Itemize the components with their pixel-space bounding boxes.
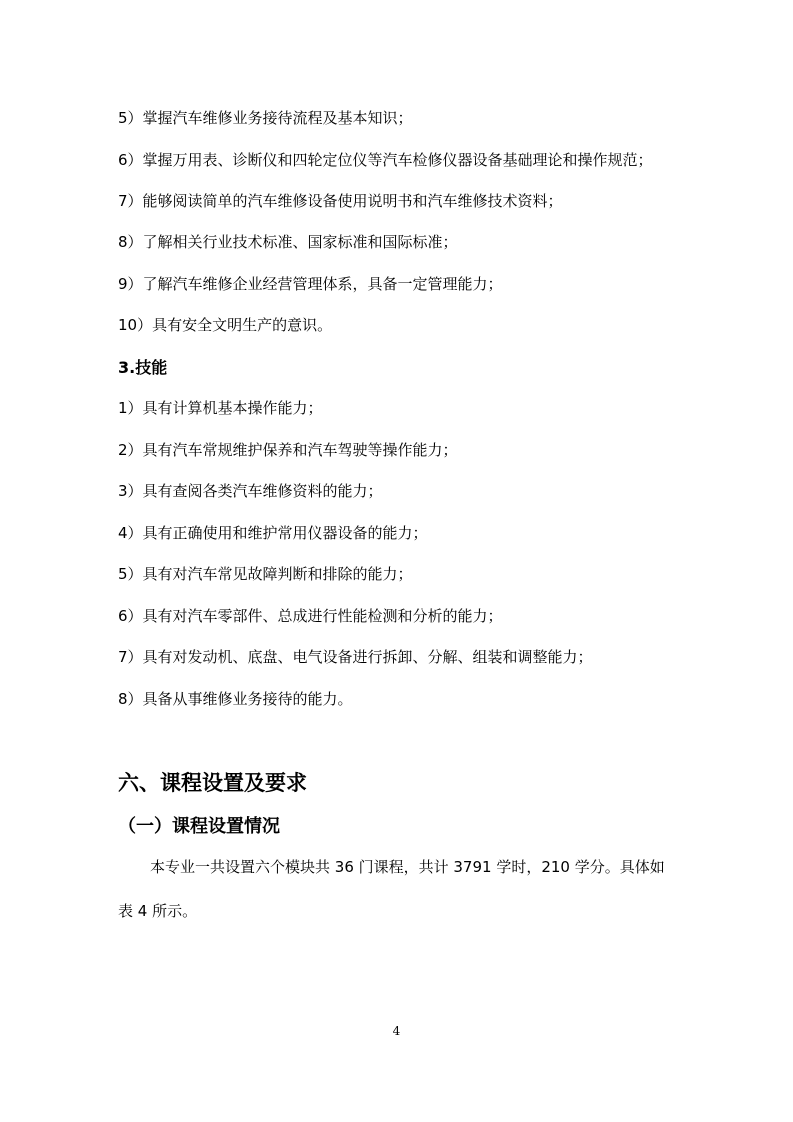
knowledge-item-9: 9）了解汽车维修企业经营管理体系，具备一定管理能力； <box>118 275 503 293</box>
skill-item-6: 6）具有对汽车零部件、总成进行性能检测和分析的能力； <box>118 607 503 625</box>
section-heading: 六、课程设置及要求 <box>118 771 307 795</box>
knowledge-item-5: 5）掌握汽车维修业务接待流程及基本知识； <box>118 109 413 127</box>
skill-item-7: 7）具有对发动机、底盘、电气设备进行拆卸、分解、组装和调整能力； <box>118 648 593 666</box>
skill-item-3: 3）具有查阅各类汽车维修资料的能力； <box>118 482 383 500</box>
knowledge-item-7: 7）能够阅读简单的汽车维修设备使用说明书和汽车维修技术资料； <box>118 192 563 210</box>
course-overview-paragraph <box>118 857 688 921</box>
subsection-heading: （一）课程设置情况 <box>118 816 280 837</box>
skills-heading: 3.技能 <box>118 358 168 377</box>
knowledge-item-6: 6）掌握万用表、诊断仪和四轮定位仪等汽车检修仪器设备基础理论和操作规范； <box>118 151 653 169</box>
skill-item-8: 8）具备从事维修业务接待的能力。 <box>118 690 353 708</box>
skill-item-4: 4）具有正确使用和维护常用仪器设备的能力； <box>118 524 428 542</box>
page-number: 4 <box>392 1024 401 1038</box>
skill-item-5: 5）具有对汽车常见故障判断和排除的能力； <box>118 565 413 583</box>
paragraph-line-1: 本专业一共设置六个模块共 36 门课程，共计 3791 学时，210 学分。具体如 <box>150 858 665 876</box>
skill-item-2: 2）具有汽车常规维护保养和汽车驾驶等操作能力； <box>118 441 458 459</box>
knowledge-item-8: 8）了解相关行业技术标准、国家标准和国际标准； <box>118 233 458 251</box>
knowledge-item-10: 10）具有安全文明生产的意识。 <box>118 316 333 334</box>
skill-item-1: 1）具有计算机基本操作能力； <box>118 399 323 417</box>
paragraph-line-2: 表 4 所示。 <box>118 902 198 920</box>
